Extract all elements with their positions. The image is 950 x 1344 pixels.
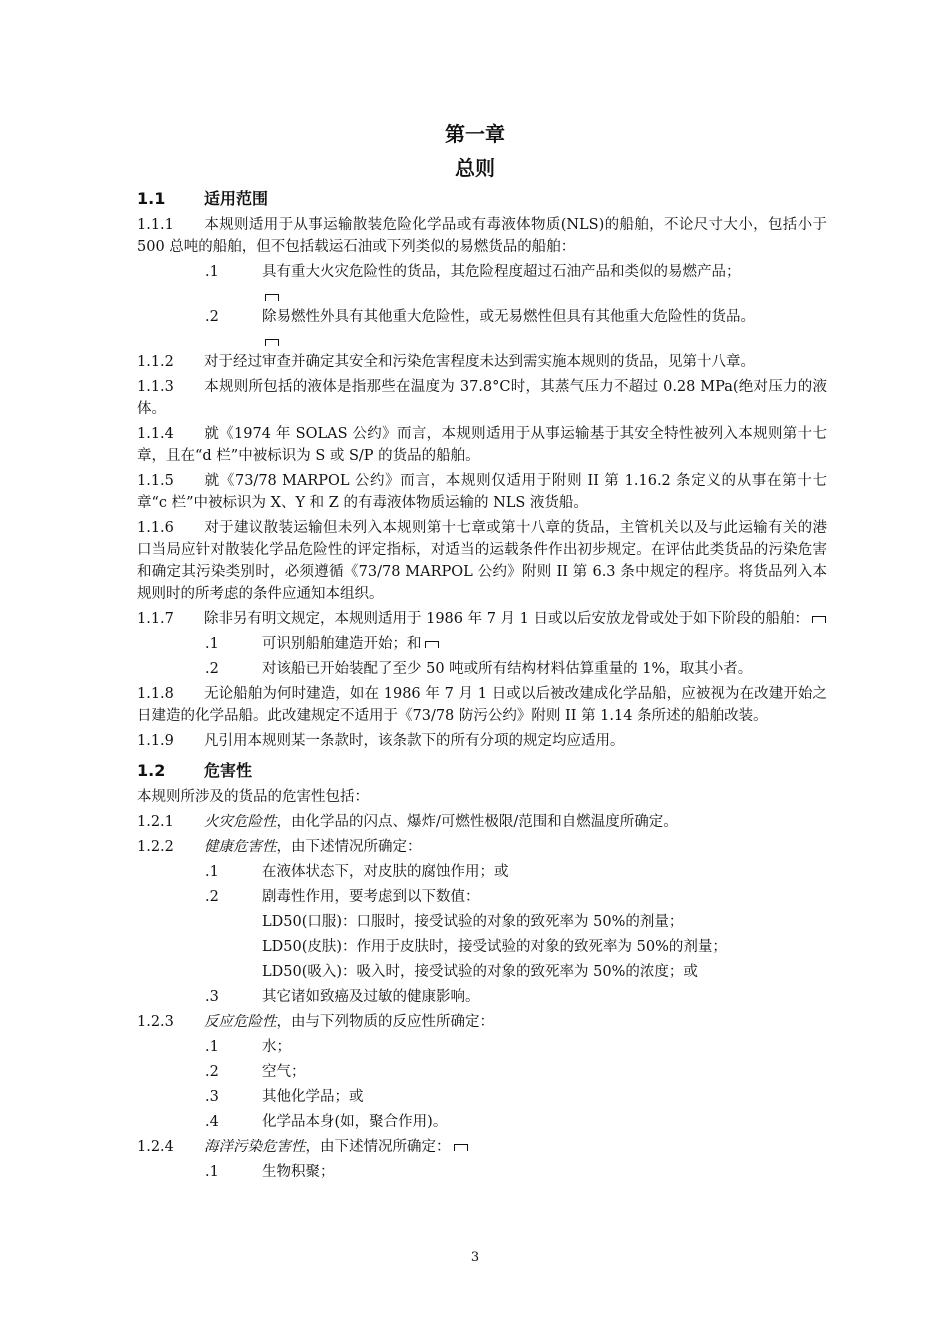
paragraph-1-1-8: 1.1.8 无论船舶为何时建造，如在 1986 年 7 月 1 日或以后被改建成化学品船，应被视为在改建开始之日建造的化学品船。此改建规定不适用于《73/78 防污公约》附则 II 第 1.14 条所述的船舶改装。 (137, 686, 827, 724)
ld50-line: LD50(皮肤)：作用于皮肤时，接受试验的对象的致死率为 50%的剂量； (262, 939, 727, 955)
paragraph-mark-icon (265, 294, 279, 301)
page-number: 3 (470, 1250, 480, 1265)
paragraph-1-2-1: 1.2.1 火灾危险性，由化学品的闪点、爆炸/可燃性极限/范围和自燃温度所确定。 (137, 814, 678, 830)
paragraph-1-1-9: 1.1.9 凡引用本规则某一条款时，该条款下的所有分项的规定均应适用。 (137, 733, 625, 749)
list-item: .1 生物积聚； (205, 1164, 335, 1180)
paragraph-mark-icon (812, 616, 826, 623)
list-item: .1 在液体状态下，对皮肤的腐蚀作用；或 (205, 864, 509, 880)
paragraph-mark-icon (425, 641, 439, 648)
paragraph-1-2-3: 1.2.3 反应危险性，由与下列物质的反应性所确定： (137, 1014, 494, 1030)
ld50-line: LD50(口服)：口服时，接受试验的对象的致死率为 50%的剂量； (262, 914, 684, 930)
list-item: .1 具有重大火灾危险性的货品，其危险程度超过石油产品和类似的易燃产品； (205, 264, 741, 280)
ld50-line: LD50(吸入)：吸入时，接受试验的对象的致死率为 50%的浓度；或 (262, 964, 698, 980)
section-heading-1-1: 1.1 适用范围 (137, 189, 269, 208)
list-item: .1 可识别船舶建造开始；和 (137, 633, 827, 655)
paragraph-1-1-6: 1.1.6 对于建议散装运输但未列入本规则第十七章或第十八章的货品，主管机关以及与此运输有关的港口当局应针对散装化学品危险性的评定指标，对适当的运载条件作出初步规定。在评估此类货品的污染危害和确定其污染类别时，必须遵循《73/78 MARPOL 公约》附则 II 第 6.3 条中规定的程序。将货品列入本规则时的所考虑的条件应通知本组织。 (137, 520, 827, 602)
list-item: .2 剧毒性作用，要考虑到以下数值： (205, 889, 480, 905)
paragraph-1-1-4: 1.1.4 就《1974 年 SOLAS 公约》而言，本规则适用于从事运输基于其安全特性被列入本规则第十七章，且在“d 栏”中被标识为 S 或 S/P 的货品的船舶。 (137, 426, 827, 464)
paragraph-1-2-4: 1.2.4 海洋污染危害性，由下述情况所确定： (137, 1136, 827, 1158)
list-item: .3 其它诸如致癌及过敏的健康影响。 (205, 989, 480, 1005)
paragraph-1-1-1: 1.1.1 本规则适用于从事运输散装危险化学品或有毒液体物质(NLS)的船舶，不论尺寸大小，包括小于 500 总吨的船舶，但不包括载运石油或下列类似的易燃货品的船舶： (137, 217, 827, 255)
section-heading-1-2: 1.2 危害性 (137, 761, 253, 780)
list-item: .2 对该船已开始装配了至少 50 吨或所有结构材料估算重量的 1%，取其小者。 (205, 661, 753, 677)
list-item: .4 化学品本身(如，聚合作用)。 (205, 1114, 448, 1130)
chapter-title: 总则 (455, 156, 495, 180)
paragraph-1-1-2: 1.1.2 对于经过审查并确定其安全和污染危害程度未达到需实施本规则的货品，见第十八章。 (137, 354, 755, 370)
list-item: .1 水； (205, 1039, 291, 1055)
document-body (137, 186, 827, 1186)
paragraph-1-2-2: 1.2.2 健康危害性，由下述情况所确定： (137, 839, 422, 855)
list-item: .2 空气； (205, 1064, 306, 1080)
paragraph-mark-icon (454, 1144, 468, 1151)
paragraph-mark-icon (265, 339, 279, 346)
list-item: .3 其他化学品；或 (205, 1089, 364, 1105)
paragraph-1-1-3: 1.1.3 本规则所包括的液体是指那些在温度为 37.8°C时，其蒸气压力不超过 0.28 MPa(绝对压力的液体。 (137, 379, 827, 417)
chapter-number: 第一章 (445, 122, 505, 146)
list-item: .2 除易燃性外具有其他重大危险性，或无易燃性但具有其他重大危险性的货品。 (205, 309, 755, 325)
paragraph-1-1-5: 1.1.5 就《73/78 MARPOL 公约》而言，本规则仅适用于附则 II 第 1.16.2 条定义的从事在第十七章“c 栏”中被标识为 X、Y 和 Z 的有毒液体物质运输的 NLS 液货船。 (137, 473, 827, 511)
section-intro: 本规则所涉及的货品的危害性包括： (137, 789, 369, 805)
paragraph-1-1-7: 1.1.7 除非另有明文规定，本规则适用于 1986 年 7 月 1 日或以后安放龙骨或处于如下阶段的船舶： (137, 608, 827, 630)
